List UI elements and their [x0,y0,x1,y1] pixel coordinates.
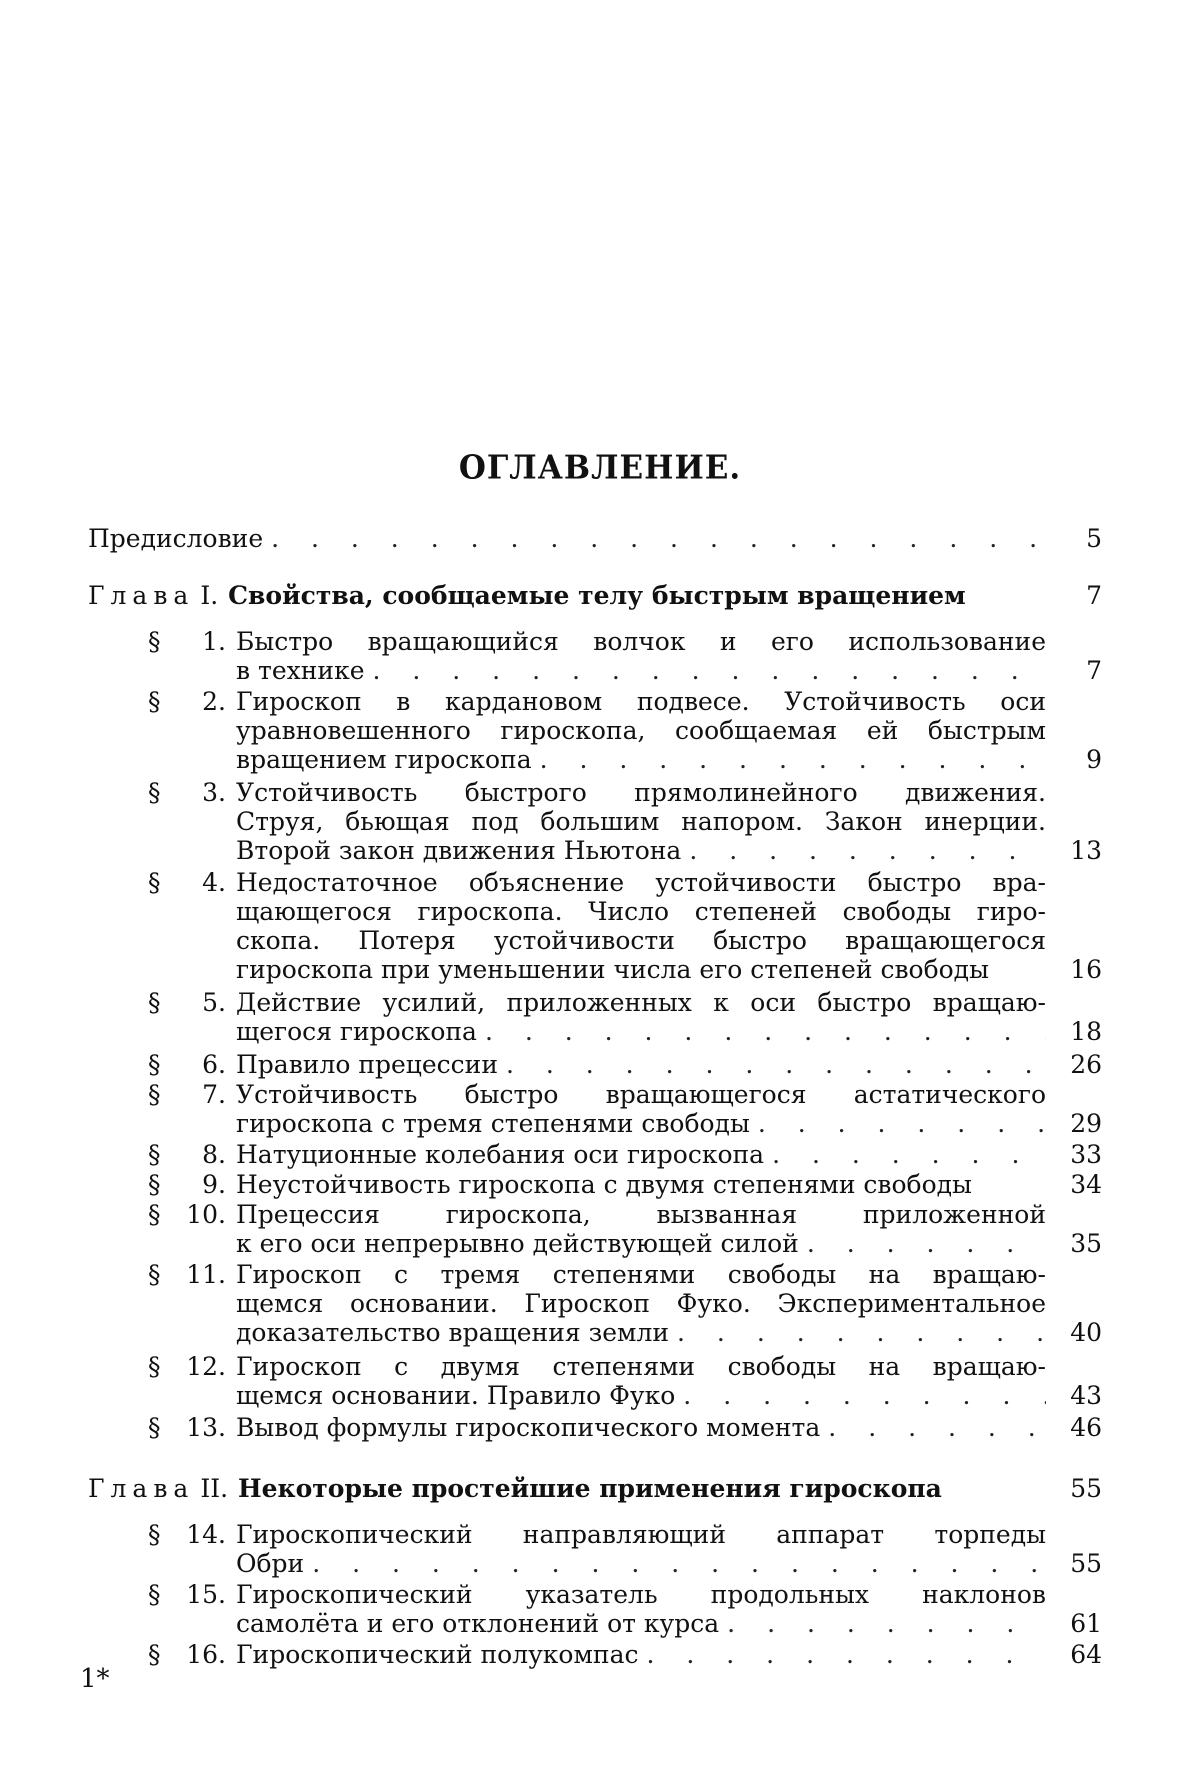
section-text-line: щемся основании. Гироскоп Фуко. Экспериментальное [236,1289,1046,1318]
dot-leader [669,1318,1046,1347]
page-number: 55 [1070,1474,1102,1503]
dot-leader [532,745,1046,774]
section-symbol: § [148,627,161,656]
section-text-line: Гироскопический полукомпас [236,1640,639,1669]
page-number: 34 [1070,1170,1102,1199]
section-text-line: Неустойчивость гироскопа с двумя степенями свободы [236,1170,972,1199]
section-text-line: Второй закон движения Ньютона [236,836,682,865]
section-number: 5. [202,988,226,1017]
chapter-prefix: Глава [88,1474,195,1503]
section-symbol: § [148,1580,161,1609]
toc-section-5 [148,988,1102,1046]
toc-section-8 [148,1140,1102,1169]
page-number: 35 [1070,1229,1102,1258]
page-number: 46 [1070,1413,1102,1442]
section-number: 9. [202,1170,226,1199]
section-number: 3. [202,778,226,807]
section-text-line: доказательство вращения земли [236,1318,670,1347]
toc-chapter-1 [88,581,1102,610]
page-number: 5 [1086,524,1102,553]
toc-entry-preface [88,524,1102,553]
dot-leader [681,836,1046,865]
page-number: 29 [1070,1109,1102,1138]
section-number: 12. [186,1352,226,1381]
toc-section-4 [148,868,1102,984]
dot-leader [304,1549,1046,1578]
page-number: 43 [1070,1381,1102,1410]
section-text-line: щемся основании. Правило Фуко [236,1381,676,1410]
toc-section-10 [148,1200,1102,1258]
section-number: 8. [202,1140,226,1169]
dot-leader [263,524,1046,553]
section-text-line: Гироскоп в кардановом подвесе. Устойчивость оси [236,687,1046,716]
section-number: 10. [186,1200,226,1229]
toc-chapter-2 [88,1474,1102,1503]
page-number: 61 [1070,1609,1102,1638]
page-number: 55 [1070,1549,1102,1578]
toc-section-6 [148,1050,1102,1079]
dot-leader [750,1109,1046,1138]
page-title: ОГЛАВЛЕНИЕ. [458,449,742,487]
dot-leader [639,1640,1047,1669]
toc-section-11 [148,1260,1102,1347]
section-number: 1. [202,627,226,656]
section-text-line: Струя, бьющая под большим напором. Закон инерции. [236,807,1046,836]
section-number: 15. [186,1580,226,1609]
section-number: 16. [186,1640,226,1669]
dot-leader [477,1017,1046,1046]
section-number: 6. [202,1050,226,1079]
toc-section-2 [148,687,1102,774]
section-text-line: Гироскоп с двумя степенями свободы на вращаю- [236,1352,1046,1381]
toc-section-16 [148,1640,1102,1669]
toc-section-7 [148,1080,1102,1138]
section-symbol: § [148,1413,161,1442]
section-text-line: самолёта и его отклонений от курса [236,1609,720,1638]
section-text-line: к его оси непрерывно действующей силой [236,1229,799,1258]
page-number: 26 [1070,1050,1102,1079]
section-symbol: § [148,1140,161,1169]
section-text-line: Правило прецессии [236,1050,498,1079]
toc-section-9 [148,1170,1102,1199]
section-text-line: Обри [236,1549,305,1578]
section-symbol: § [148,687,161,716]
section-text-line: вращением гироскопа [236,745,532,774]
section-symbol: § [148,1170,161,1199]
toc-section-13 [148,1413,1102,1442]
section-symbol: § [148,1260,161,1289]
toc-section-14 [148,1520,1102,1578]
dot-leader [498,1050,1046,1079]
section-number: 14. [186,1520,226,1549]
signature-mark: 1* [80,1664,110,1694]
section-symbol: § [148,988,161,1017]
page-number: 64 [1070,1640,1102,1669]
section-number: 4. [202,868,226,897]
chapter-title: Некоторые простейшие применения гироскопа [238,1474,942,1503]
section-symbol: § [148,1080,161,1109]
section-text-line: Недостаточное объяснение устойчивости быстро вра- [236,868,1046,897]
chapter-number: I. [200,581,219,610]
section-symbol: § [148,778,161,807]
dot-leader [799,1229,1046,1258]
page-number: 7 [1086,581,1102,610]
page-number: 40 [1070,1318,1102,1347]
section-text-line: Гироскопический указатель продольных наклонов [236,1580,1046,1609]
section-text-line: Вывод формулы гироскопического момента [236,1413,821,1442]
dot-leader [719,1609,1046,1638]
section-text-line: Гироскоп с тремя степенями свободы на вращаю- [236,1260,1046,1289]
section-symbol: § [148,1200,161,1229]
section-symbol: § [148,1050,161,1079]
section-text-line: Быстро вращающийся волчок и его использование [236,627,1046,656]
section-text-line: Прецессия гироскопа, вызванная приложенной [236,1200,1046,1229]
chapter-number: II. [200,1474,229,1503]
section-text-line: скопа. Потеря устойчивости быстро вращающегося [236,926,1046,955]
section-symbol: § [148,1352,161,1381]
toc-entry-label: Предисловие [88,524,264,553]
dot-leader [764,1140,1046,1169]
dot-leader [820,1413,1046,1442]
chapter-prefix: Глава [88,581,195,610]
page-number: 18 [1070,1017,1102,1046]
section-number: 11. [186,1260,226,1289]
toc-section-12 [148,1352,1102,1410]
page-number: 9 [1086,745,1102,774]
section-text-line: гироскопа при уменьшении числа его степеней свободы [236,955,989,984]
section-text-line: Натуционные колебания оси гироскопа [236,1140,765,1169]
chapter-title: Свойства, сообщаемые телу быстрым вращением [228,581,966,610]
toc-section-15 [148,1580,1102,1638]
section-text-line: щегося гироскопа [236,1017,477,1046]
page-number: 33 [1070,1140,1102,1169]
section-number: 13. [186,1413,226,1442]
section-text-line: Устойчивость быстрого прямолинейного движения. [236,778,1046,807]
toc-section-3 [148,778,1102,865]
section-number: 2. [202,687,226,716]
section-symbol: § [148,1640,161,1669]
section-text-line: Устойчивость быстро вращающегося астатического [236,1080,1046,1109]
page-number: 7 [1086,656,1102,685]
section-symbol: § [148,1520,161,1549]
page-number: 16 [1070,955,1102,984]
section-number: 7. [202,1080,226,1109]
section-symbol: § [148,868,161,897]
section-text-line: Действие усилий, приложенных к оси быстро вращаю- [236,988,1046,1017]
page-number: 13 [1070,836,1102,865]
toc-section-1 [148,627,1102,685]
section-text-line: гироскопа с тремя степенями свободы [236,1109,750,1138]
dot-leader [675,1381,1046,1410]
section-text-line: уравновешенного гироскопа, сообщаемая ей быстрым [236,716,1046,745]
section-text-line: щающегося гироскопа. Число степеней свободы гиро- [236,897,1046,926]
section-text-line: в технике [236,656,365,685]
section-text-line: Гироскопический направляющий аппарат торпеды [236,1520,1046,1549]
dot-leader [365,656,1047,685]
